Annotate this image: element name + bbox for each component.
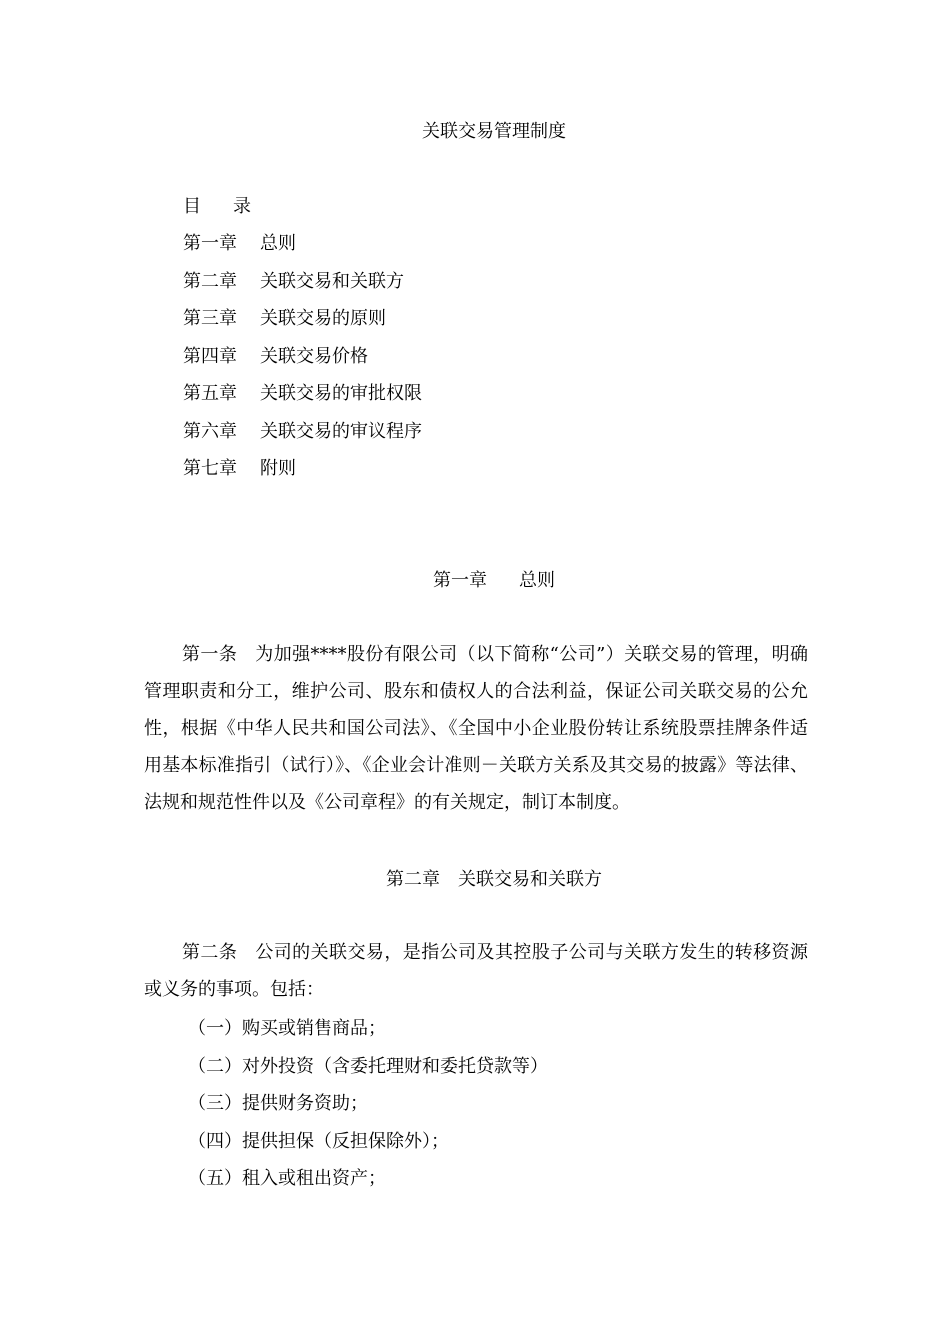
chapter-name: 总则 [519,570,555,591]
chapter-1-heading [0,568,950,594]
toc-item[interactable] [183,269,422,307]
toc-item-label: 关联交易价格 [260,345,368,367]
toc-item-number: 第五章 [183,383,237,404]
chapter-number: 第二章 [386,869,440,890]
chapter-2-heading [0,867,950,893]
toc-item-label: 关联交易的审批权限 [260,383,422,404]
toc-item-number: 第一章 [183,233,237,254]
toc-item[interactable] [183,456,422,494]
article-text: 公司的关联交易，是指公司及其控股子公司与关联方发生的转移资源或义务的事项。包括： [144,942,808,1000]
article-label: 第一条 [182,644,238,665]
toc-item-label: 关联交易的审议程序 [260,420,422,442]
toc-item-label: 关联交易的原则 [260,308,386,329]
toc-heading-char: 录 [233,196,251,217]
article-2-list [188,1016,548,1204]
table-of-contents [183,194,422,494]
list-item: （二）对外投资（含委托理财和委托贷款等） [188,1055,548,1077]
toc-item[interactable] [183,231,422,269]
toc-heading-char: 目 [183,196,201,217]
list-item: （五）租入或租出资产； [188,1168,386,1189]
article-2 [144,934,808,1008]
toc-item-number: 第六章 [183,420,237,442]
toc-item[interactable] [183,381,422,419]
document-title: 关联交易管理制度 [422,121,566,142]
toc-item-number: 第七章 [183,458,237,479]
list-item: （四）提供担保（反担保除外）； [188,1130,449,1152]
toc-item-number: 第二章 [183,270,237,292]
article-label: 第二条 [182,942,238,963]
toc-item-label: 总则 [260,233,296,254]
toc-item[interactable] [183,306,422,344]
toc-item[interactable] [183,344,422,382]
chapter-number: 第一章 [433,570,487,591]
article-text: 为加强****股份有限公司（以下简称“公司”）关联交易的管理，明确管理职责和分工，维护公司、股东和债权人的合法利益，保证公司关联交易的公允性，根据《中华人民共和国公司法》、《全国中小企业股份转让系统股票挂牌条件适用基本标准指引（试行）》、《企业会计准则－关联方关系及其交易的披露》等法律、法规和规范性件以及《公司章程》的有关规定，制订本制度。 [144,644,809,813]
toc-item-number: 第三章 [183,308,237,329]
list-item: （三）提供财务资助； [188,1093,368,1114]
toc-item-label: 关联交易和关联方 [260,270,404,292]
list-item: （一）购买或销售商品； [188,1018,386,1039]
toc-item[interactable] [183,419,422,457]
chapter-name: 关联交易和关联方 [458,869,602,890]
toc-item-number: 第四章 [183,345,237,367]
toc-item-label: 附则 [260,458,296,479]
article-1 [144,636,808,821]
toc-heading [183,194,422,231]
